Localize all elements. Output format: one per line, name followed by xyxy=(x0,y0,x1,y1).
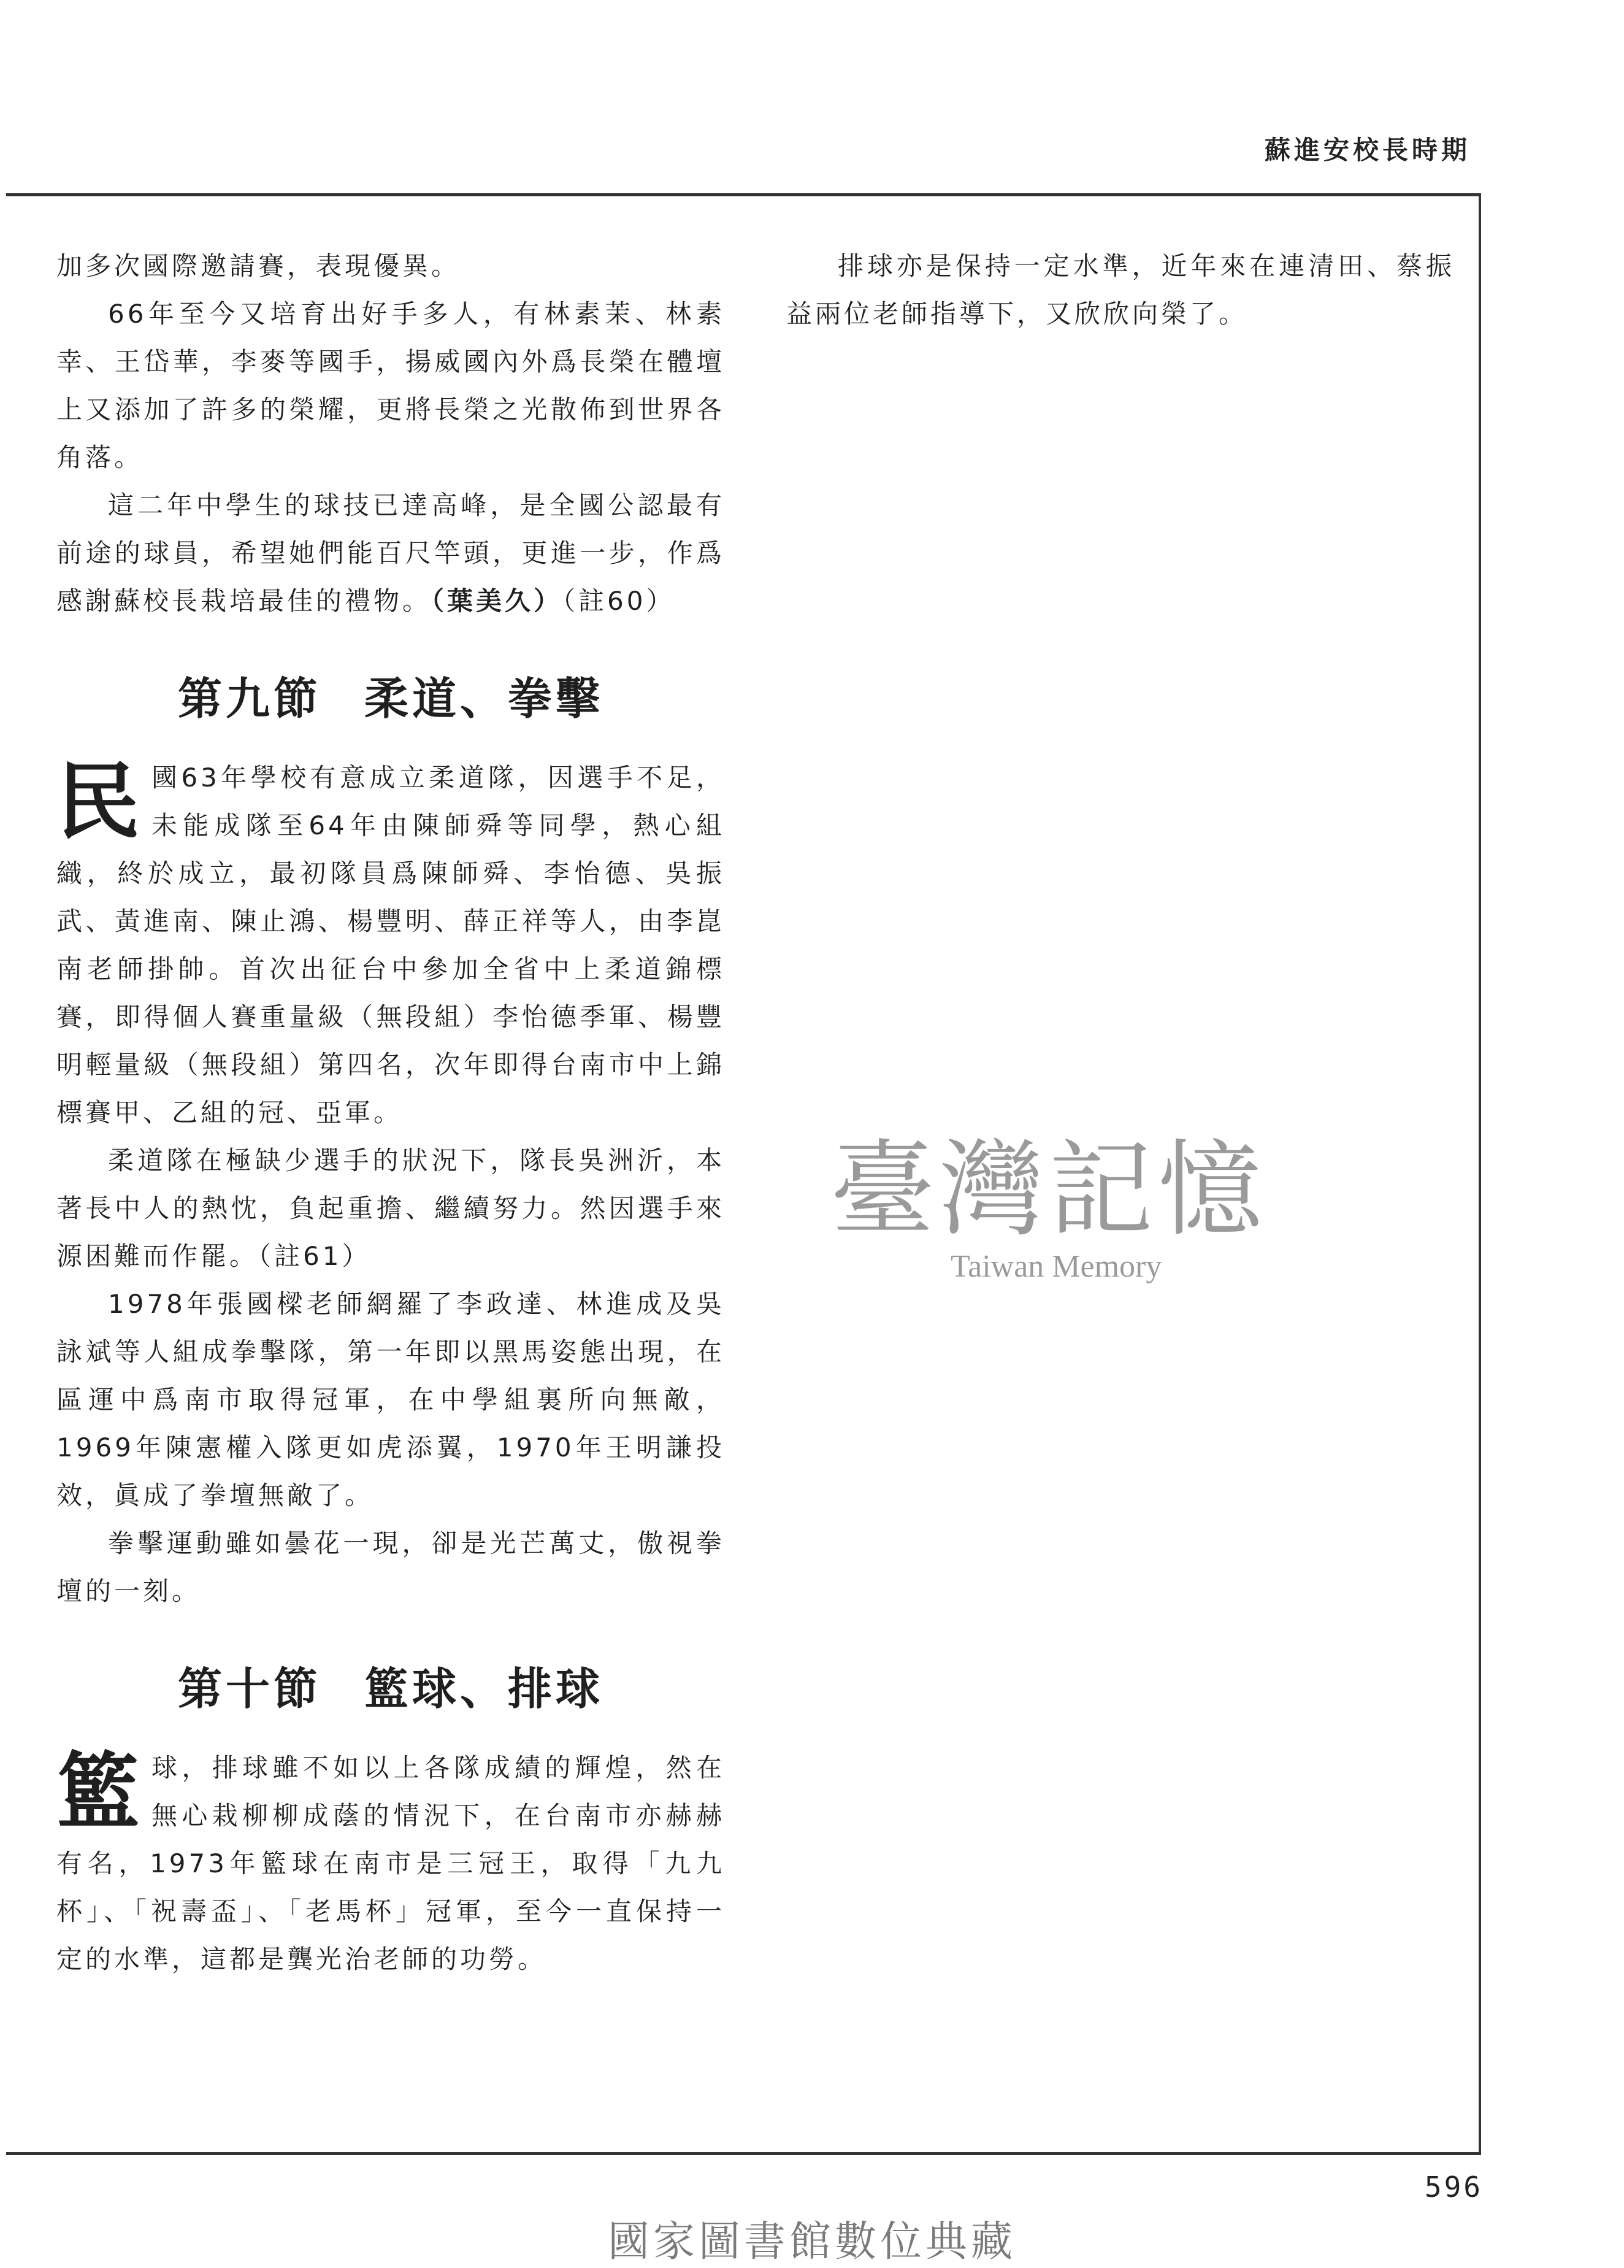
paragraph xyxy=(56,482,725,625)
paragraph-dropcap xyxy=(56,1744,725,1983)
paragraph: 拳擊運動雖如曇花一現，卻是光芒萬丈，傲視拳壇的一刻。 xyxy=(56,1528,725,1606)
paragraph: 1978年張國樑老師網羅了李政達、林進成及吳詠斌等人組成拳擊隊，第一年即以黑馬姿態出現，在區運中爲南市取得冠軍，在中學組裏所向無敵，1969年陳憲權入隊更如虎添翼，1970年王明謙投效，眞成了拳壇無敵了。 xyxy=(56,1289,725,1510)
paragraph-text: 國63年學校有意成立柔道隊，因選手不足，未能成隊至64年由陳師舜等同學，熱心組織，終於成立，最初隊員爲陳師舜、李怡德、吳振武、黃進南、陳止鴻、楊豐明、薛正祥等人，由李崑南老師掛帥。首次出征台中參加全省中上柔道錦標賽，即得個人賽重量級（無段組）李怡德季軍、楊豐明輕量級（無段組）第四名，次年即得台南市中上錦標賽甲、乙組的冠、亞軍。 xyxy=(56,763,725,1128)
section-heading-9 xyxy=(56,668,725,729)
section-number: 第十節 xyxy=(177,1663,321,1715)
section-title: 柔道、拳擊 xyxy=(364,673,604,725)
paragraph-dropcap xyxy=(56,754,725,1137)
paragraph: 加多次國際邀請賽，表現優異。 xyxy=(56,251,461,281)
library-footer-stamp: 國家圖書館數位典藏 xyxy=(607,2218,1016,2266)
paragraph: 排球亦是保持一定水準，近年來在連清田、蔡振益兩位老師指導下，又欣欣向榮了。 xyxy=(786,251,1455,329)
running-header: 蘇進安校長時期 xyxy=(1264,135,1471,165)
page-number: 596 xyxy=(1424,2170,1483,2204)
paragraph: 66年至今又培育出好手多人，有林素茉、林素幸、王岱華，李麥等國手，揚威國內外爲長榮在體壇上又添加了許多的榮耀，更將長榮之光散佈到世界各角落。 xyxy=(56,299,725,472)
taiwan-memory-watermark xyxy=(803,1129,1294,1304)
right-column xyxy=(786,242,1455,338)
drop-cap: 籃 xyxy=(56,1743,143,1841)
author-citation: （葉美久） xyxy=(431,586,563,616)
left-column xyxy=(56,242,725,1983)
paragraph-text: 這二年中學生的球技已達高峰，是全國公認最有前途的球員，希望她們能百尺竿頭，更進一步，作爲感謝蘇校長栽培最佳的禮物。 xyxy=(56,490,725,616)
paragraph: 柔道隊在極缺少選手的狀況下，隊長吳洲沂，本著長中人的熱忱，負起重擔、繼續努力。然因選手來源困難而作罷。（註61） xyxy=(56,1145,725,1271)
section-heading-10 xyxy=(56,1658,725,1720)
watermark-english: Taiwan Memory xyxy=(951,1249,1162,1284)
watermark-chinese: 臺灣記憶 xyxy=(830,1129,1267,1251)
section-number: 第九節 xyxy=(177,673,321,725)
footnote-ref: （註60） xyxy=(562,586,675,616)
drop-cap: 民 xyxy=(56,753,143,851)
paragraph-text: 球，排球雖不如以上各隊成績的輝煌，然在無心栽柳柳成蔭的情況下，在台南市亦赫赫有名，1973年籃球在南市是三冠王，取得「九九杯」、「祝壽盃」、「老馬杯」冠軍，至今一直保持一定的水準，這都是龔光治老師的功勞。 xyxy=(56,1753,725,1974)
section-title: 籃球、排球 xyxy=(364,1663,604,1715)
